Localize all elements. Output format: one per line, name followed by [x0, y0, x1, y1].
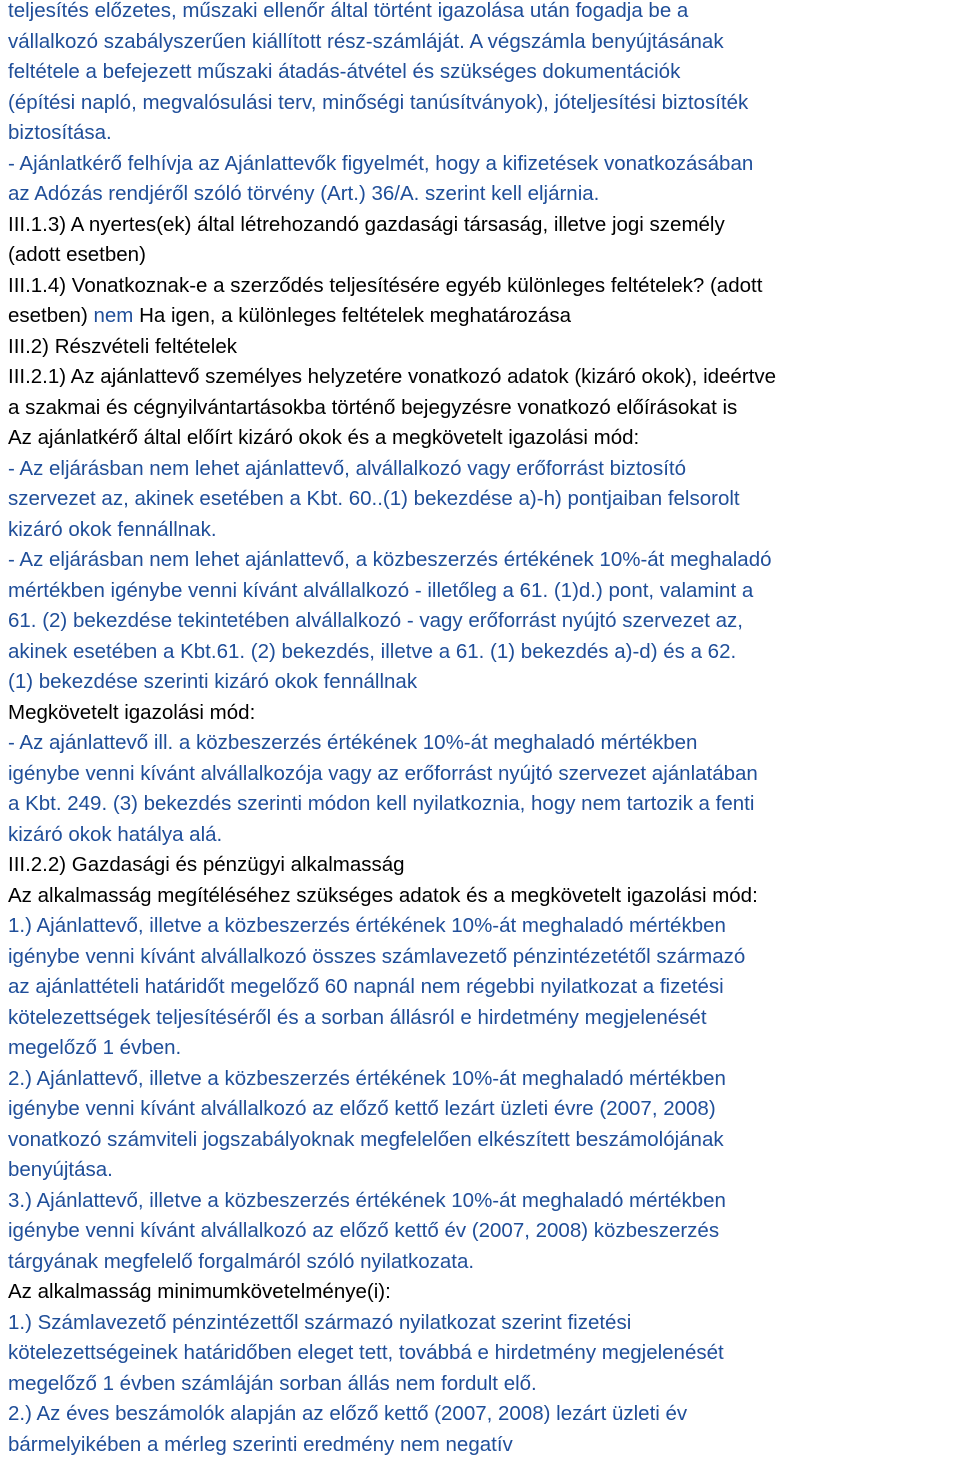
text-line	[8, 1094, 952, 1125]
text-line	[8, 911, 952, 942]
text-line	[8, 820, 952, 851]
text-segment: Az alkalmasság minimumkövetelménye(i):	[8, 1280, 391, 1303]
text-line	[8, 27, 952, 58]
text-line	[8, 637, 952, 668]
text-line	[8, 1399, 952, 1430]
text-segment: (1) bekezdés a)-d) és a 62.	[484, 639, 737, 663]
text-segment: III.2.2) Gazdasági és pénzügyi alkalmasság	[8, 853, 405, 876]
text-segment: .(1) bekezdése a)-h) pontjaiban felsorolt	[377, 487, 740, 510]
text-line	[8, 972, 952, 1003]
text-line	[8, 1216, 952, 1247]
text-line	[8, 728, 952, 759]
text-segment: az Adózás rendjéről szóló törvény (Art.) 36/A.	[8, 182, 420, 205]
text-segment: Megkövetelt igazolási mód:	[8, 700, 256, 724]
text-segment: megelőző 1 évben számláján sorban állás nem fordult elő.	[8, 1371, 537, 1395]
text-segment: (építési napló, megvalósulási terv, minőségi tanúsítványok), jóteljesítési biztosíték	[8, 90, 749, 114]
text-line	[8, 881, 952, 912]
text-segment: nem	[93, 304, 134, 327]
text-segment: (1)d.) pont, valamint a	[548, 578, 754, 602]
text-line	[8, 942, 952, 973]
text-line	[8, 667, 952, 698]
text-segment: III.2) Részvételi feltételek	[8, 334, 238, 358]
text-segment: tárgyának megfelelő forgalmáról szóló nyilatkozata.	[8, 1249, 475, 1273]
text-segment: (1) bekezdése szerinti kizáró okok fennállnak	[8, 670, 418, 693]
text-line	[8, 1338, 952, 1369]
text-line	[8, 1033, 952, 1064]
text-line	[8, 301, 952, 332]
text-segment: vonatkozó számviteli jogszabályoknak megfelelően elkészített beszámolójának	[8, 1127, 724, 1151]
text-segment: 2.) Ajánlattevő, illetve a közbeszerzés értékének 10%-át meghaladó mértékben	[8, 1066, 726, 1090]
text-segment: igénybe venni kívánt alvállalkozója vagy az erőforrást nyújtó szervezet ajánlatában	[8, 761, 758, 785]
text-segment: (2) bekezdése tekintetében alvállalkozó - vagy erőforrást nyújtó szervezet az,	[36, 609, 743, 632]
text-line	[8, 1430, 952, 1461]
text-segment: Az alkalmasság megítéléséhez szükséges adatok és a megkövetelt igazolási mód:	[8, 883, 758, 907]
text-segment: feltétele a befejezett műszaki átadás-átvétel és szükséges dokumentációk	[8, 60, 681, 83]
text-segment: - Az eljárásban nem lehet ajánlattevő, alvállalkozó vagy erőforrást biztosító	[8, 456, 687, 480]
text-segment: a Kbt. 249.	[8, 792, 108, 815]
text-line	[8, 179, 952, 210]
text-line	[8, 1369, 952, 1400]
text-line	[8, 332, 952, 363]
text-segment: (2) bekezdés, illetve a 61.	[245, 639, 485, 663]
text-segment: megelőző 1 évben.	[8, 1036, 182, 1059]
text-segment: vállalkozó szabályszerűen kiállított rész-számláját. A végszámla benyújtásának	[8, 29, 724, 53]
text-segment: III.1.3) A nyertes(ek) által létrehozandó gazdasági társaság, illetve jogi személy	[8, 212, 725, 236]
text-segment: kizáró okok fennállnak.	[8, 517, 217, 541]
text-line	[8, 210, 952, 241]
text-line	[8, 240, 952, 271]
text-line	[8, 454, 952, 485]
text-segment: (3) bekezdés szerinti módon kell nyilatkoznia, hogy nem tartozik a fenti	[107, 792, 755, 815]
text-line	[8, 271, 952, 302]
text-line	[8, 698, 952, 729]
text-line	[8, 57, 952, 88]
text-line	[8, 393, 952, 424]
text-line	[8, 149, 952, 180]
text-line	[8, 0, 952, 27]
text-segment: esetben)	[8, 304, 94, 327]
text-line	[8, 1308, 952, 1339]
text-line	[8, 118, 952, 149]
text-segment: a szakmai és cégnyilvántartásokba történő bejegyzésre vonatkozó előírásokat is	[8, 395, 738, 419]
text-line	[8, 515, 952, 546]
text-line	[8, 576, 952, 607]
text-segment: szerint kell eljárnia.	[419, 182, 600, 205]
text-segment: teljesítés előzetes, műszaki ellenőr által történt igazolása után fogadja be a	[8, 0, 689, 22]
text-line	[8, 1064, 952, 1095]
text-line	[8, 362, 952, 393]
text-line	[8, 789, 952, 820]
text-segment: III.2.1) Az ajánlattevő személyes helyzetére vonatkozó adatok (kizáró okok), ideértve	[8, 365, 776, 388]
text-segment: az ajánlattételi határidőt megelőző 60 napnál nem régebbi nyilatkozat a fizetési	[8, 975, 724, 998]
text-segment: Az ajánlatkérő által előírt kizáró okok és a megkövetelt igazolási mód:	[8, 426, 640, 449]
text-line	[8, 423, 952, 454]
text-segment: 1.) Ajánlattevő, illetve a közbeszerzés értékének 10%-át meghaladó mértékben	[8, 914, 726, 937]
text-line	[8, 759, 952, 790]
text-line	[8, 606, 952, 637]
text-segment: bármelyikében a mérleg szerinti eredmény nem negatív	[8, 1432, 513, 1456]
text-line	[8, 1277, 952, 1308]
text-segment: - Az eljárásban nem lehet ajánlattevő, a közbeszerzés értékének 10%-át meghaladó	[8, 548, 772, 571]
text-segment: biztosítása.	[8, 121, 112, 144]
text-segment: 61.	[8, 609, 37, 632]
text-segment: igénybe venni kívánt alvállalkozó az előző kettő lezárt üzleti évre (2007, 2008)	[8, 1097, 716, 1120]
text-line	[8, 1186, 952, 1217]
text-segment: 1.) Számlavezető pénzintézettől származó nyilatkozat szerint fizetési	[8, 1310, 632, 1334]
text-segment: kötelezettségeinek határidőben eleget tett, továbbá e hirdetmény megjelenését	[8, 1341, 724, 1364]
text-segment: (adott esetben)	[8, 243, 146, 266]
text-segment: - Az ajánlattevő ill. a közbeszerzés értékének 10%-át meghaladó mértékben	[8, 731, 698, 754]
text-line	[8, 1247, 952, 1278]
text-segment: szervezet az, akinek esetében a Kbt. 60.	[8, 487, 378, 510]
text-segment: 2.) Az éves beszámolók alapján az előző kettő (2007, 2008) lezárt üzleti év	[8, 1402, 688, 1425]
text-line	[8, 1003, 952, 1034]
text-segment: benyújtása.	[8, 1158, 113, 1181]
text-segment: 3.) Ajánlattevő, illetve a közbeszerzés értékének 10%-át meghaladó mértékben	[8, 1188, 726, 1212]
text-segment: igénybe venni kívánt alvállalkozó az előző kettő év (2007, 2008) közbeszerzés	[8, 1219, 720, 1242]
text-segment: akinek esetében a Kbt.61.	[8, 639, 246, 663]
text-line	[8, 850, 952, 881]
text-segment: III.1.4) Vonatkoznak-e a szerződés teljesítésére egyéb különleges feltételek? (adott	[8, 273, 763, 297]
text-line	[8, 1125, 952, 1156]
text-segment: - Ajánlatkérő felhívja az Ajánlattevők figyelmét, hogy a kifizetések vonatkozásában	[8, 151, 754, 175]
text-line	[8, 484, 952, 515]
text-segment: kötelezettségek teljesítéséről és a sorban állásról e hirdetmény megjelenését	[8, 1005, 707, 1029]
text-segment: kizáró okok hatálya alá.	[8, 822, 223, 846]
text-line	[8, 545, 952, 576]
text-segment: mértékben igénybe venni kívánt alvállalkozó - illetőleg a 61.	[8, 578, 549, 602]
text-segment: igénybe venni kívánt alvállalkozó összes számlavezető pénzintézetétől származó	[8, 944, 746, 968]
text-line	[8, 88, 952, 119]
text-segment: Ha igen, a különleges feltételek meghatározása	[133, 304, 571, 327]
text-line	[8, 1155, 952, 1186]
